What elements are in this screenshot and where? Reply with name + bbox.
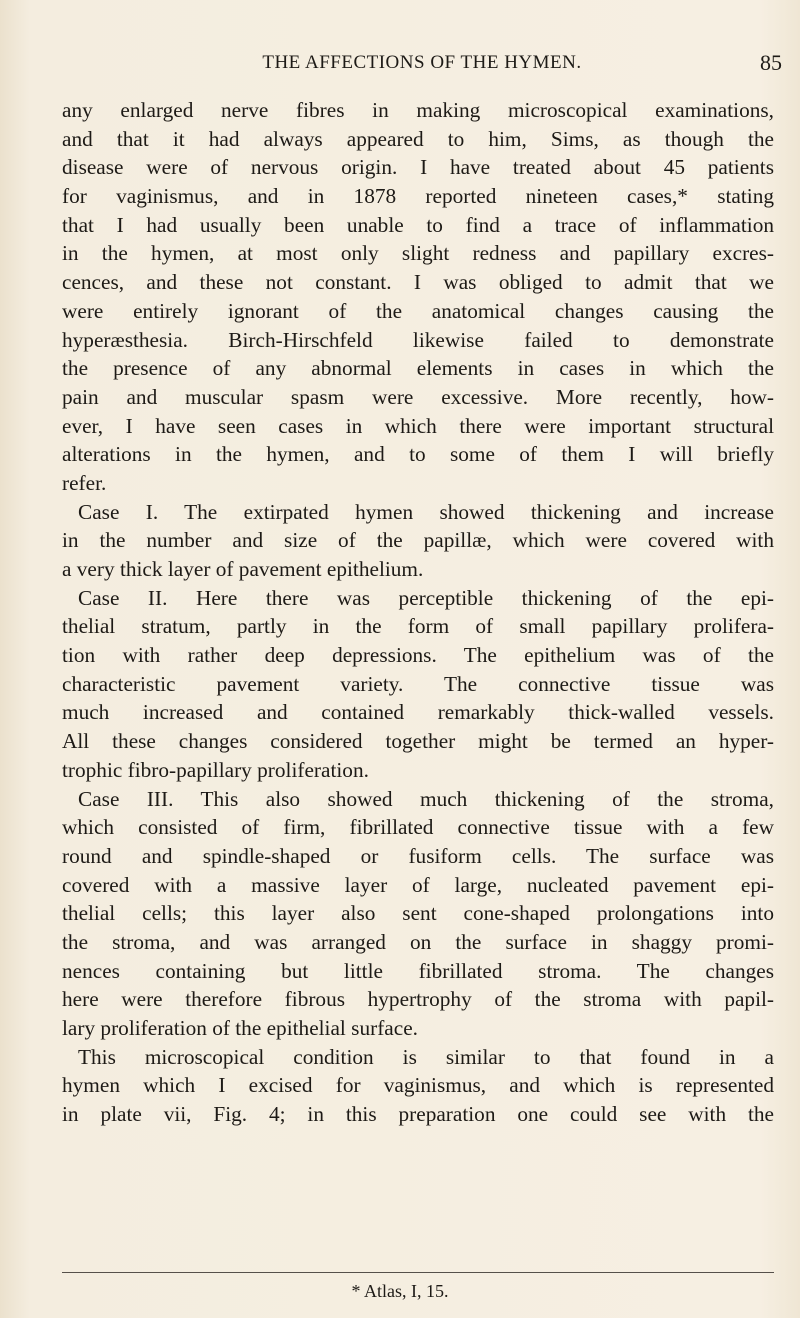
text-line: pain and muscular spasm were excessive. More recently, how- (62, 384, 774, 409)
text-line: Case II. Here there was perceptible thickening of the epi- (78, 585, 774, 610)
text-line: thelial stratum, partly in the form of small papillary prolifera- (62, 614, 774, 639)
text-line: any enlarged nerve fibres in making microscopical examinations, (62, 98, 774, 122)
text-line: thelial cells; this layer also sent cone-shaped prolongations into (62, 901, 774, 926)
text-line: cences, and these not constant. I was obliged to admit that we (62, 270, 774, 295)
text-line: characteristic pavement variety. The connective tissue was (62, 671, 774, 696)
text-line: the stroma, and was arranged on the surface in shaggy promi- (62, 929, 774, 954)
text-line: round and spindle-shaped or fusiform cells. The surface was (62, 843, 774, 868)
text-line: much increased and contained remarkably thick-walled vessels. (62, 700, 774, 725)
text-line: tion with rather deep depressions. The epithelium was of the (62, 643, 774, 668)
text-line: a very thick layer of pavement epithelium. (62, 557, 424, 581)
page-header (62, 50, 782, 80)
text-line: lary proliferation of the epithelial surface. (62, 1016, 418, 1040)
text-line: covered with a massive layer of large, nucleated pavement epi- (62, 872, 774, 897)
text-line: in the hymen, at most only slight redness and papillary excres- (62, 241, 774, 266)
text-line: disease were of nervous origin. I have treated about 45 patients (62, 155, 774, 180)
text-line: alterations in the hymen, and to some of them I will briefly (62, 442, 774, 467)
text-line: Case III. This also showed much thickening of the stroma, (78, 786, 774, 811)
footnote: * Atlas, I, 15. (351, 1281, 449, 1301)
text-line: This microscopical condition is similar to that found in a (78, 1044, 774, 1069)
footnote-rule (62, 1272, 774, 1273)
text-line: refer. (62, 470, 107, 495)
text-line: were entirely ignorant of the anatomical changes causing the (62, 298, 774, 323)
text-line: nences containing but little fibrillated stroma. The changes (62, 958, 774, 983)
text-line: ever, I have seen cases in which there were important structural (62, 413, 774, 438)
text-line: in the number and size of the papillæ, which were covered with (62, 528, 774, 553)
text-line: that I had usually been unable to find a trace of inflammation (62, 212, 774, 237)
text-line: here were therefore fibrous hypertrophy of the stroma with papil- (62, 987, 774, 1012)
text-line: hymen which I excised for vaginismus, and which is represented (62, 1073, 774, 1098)
body-text (62, 96, 774, 1129)
running-head: THE AFFECTIONS OF THE HYMEN. (262, 52, 582, 73)
text-line: in plate vii, Fig. 4; in this preparation one could see with the (62, 1102, 774, 1127)
text-line: hyperæsthesia. Birch-Hirschfeld likewise failed to demonstrate (62, 327, 774, 352)
text-line: for vaginismus, and in 1878 reported nineteen cases,* stating (62, 184, 774, 209)
text-line: All these changes considered together might be termed an hyper- (62, 729, 774, 754)
text-line: and that it had always appeared to him, Sims, as though the (62, 126, 774, 151)
text-line: Case I. The extirpated hymen showed thickening and increase (78, 499, 774, 524)
text-line: which consisted of firm, fibrillated connective tissue with a few (62, 815, 774, 840)
page-number: 85 (760, 50, 782, 75)
text-line: the presence of any abnormal elements in cases in which the (62, 356, 774, 381)
text-line: trophic fibro-papillary proliferation. (62, 757, 369, 782)
